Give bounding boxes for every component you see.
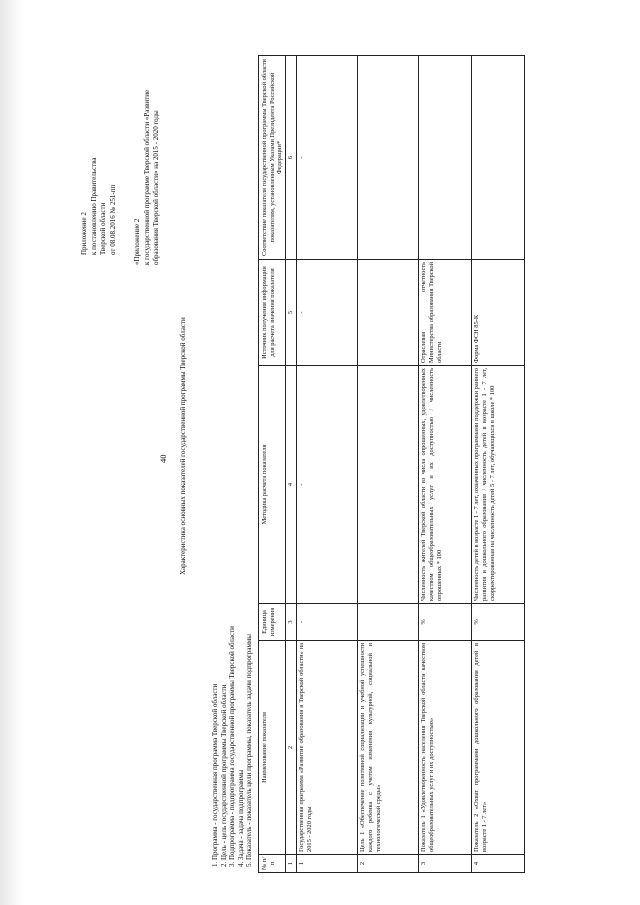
indicator-method: - [297,366,358,604]
appendix-header-line: Тверской области [99,202,108,255]
header-conformity: Соответствие показателя государственной программы Тверской области показателям, установленным Указами Президента Российской Федерации* [259,56,286,260]
header-number: № п/п [259,855,286,873]
indicator-unit: % [419,604,472,641]
level-item: 3. Подпрограмма - подпрограмма государственной программы Тверской области [228,626,237,867]
column-number: 5 [286,260,297,366]
appendix-header-line: Приложение 2 [80,212,88,255]
table-header-row [259,56,286,873]
table-row [297,56,358,873]
level-item: 4. Задача - задача подпрограммы [236,769,245,867]
page-number: 40 [158,454,168,463]
indicator-source: - [297,260,358,366]
appendix-sub-line: «Приложение 2 [133,218,141,265]
indicator-name: Показатель 1 «Удовлетворенность населения Тверской области качеством общеобразовательных услуг и их доступностью» [419,641,472,855]
appendix-header-line: к постановлению Правительства [89,157,98,255]
indicator-method: Численность жителей Тверской области из числа опрошенных, удовлетворенных качеством общеобразовательных услуг и их доступностью / численность опрошенных * 100 [419,366,472,604]
level-item: 5. Показатель - показатель цели программы, показатель задачи подпрограммы [245,633,254,867]
indicator-conformity [419,56,472,260]
indicators-table [258,55,525,873]
indicator-method: Численность детей в возрасте 1 - 7 лет, охваченных программами поддержки раннего развития и дошкольного образования / численность детей в возрасте 1 - 7 лет, скорректированная на численность детей 5 - 7 лет, обучающихся в школе * 100 [472,366,525,604]
header-method: Методика расчета показателя [259,366,286,604]
appendix-sub-line: образования Тверской области» на 2015 - 2020 годы [152,110,161,265]
appendix-subheader [133,90,162,265]
column-number: 6 [286,56,297,260]
header-indicator-name: Наименование показателя [259,641,286,855]
column-number: 4 [286,366,297,604]
indicator-conformity: - [297,56,358,260]
table-row [419,56,472,873]
column-number: 2 [286,641,297,855]
level-legend [211,626,254,867]
row-number: 1 [297,855,358,873]
row-number: 2 [358,855,419,873]
indicator-name: Цель 1 «Обеспечение позитивной социализации и учебной успешности каждого ребенка с учетом изменения культурной, социальной и технологической среды» [358,641,419,855]
level-item: 1. Программа - государственная программа Тверской области [211,683,219,867]
appendix-sub-line: к государственной программе Тверской области «Развитие [142,89,151,265]
column-number-row [286,56,297,873]
indicator-source: Отраслевая отчетность Министерства образования Тверской области [419,260,472,366]
indicator-unit: % [472,604,525,641]
indicator-conformity [472,56,525,260]
header-unit: Единица измерения [259,604,286,641]
appendix-header-line: от 08.08.2016 № 251-пп [108,184,117,255]
indicator-method [358,366,419,604]
indicator-source [358,260,419,366]
column-number: 3 [286,604,297,641]
header-source: Источник получения информации для расчета значения показателя [259,260,286,366]
table-row [358,56,419,873]
column-number: 1 [286,855,297,873]
indicator-unit: - [297,604,358,641]
indicator-unit [358,604,419,641]
table-title: Характеристика основных показателей государственной программы Тверской области [179,317,187,575]
level-item: 2. Цель - цель государственной программы Тверской области [219,684,228,867]
row-number: 3 [419,855,472,873]
indicator-conformity [358,56,419,260]
indicator-source: Форма ФСН 85-К [472,260,525,366]
table-row [472,56,525,873]
indicator-name: Показатель 2 «Охват программами дошкольного образования детей в возрасте 1 - 7 лет» [472,641,525,855]
appendix-header [80,157,118,255]
indicator-name: Государственная программа «Развитие образования в Тверской области» на 2015 - 2020 годы [297,641,358,855]
row-number: 4 [472,855,525,873]
